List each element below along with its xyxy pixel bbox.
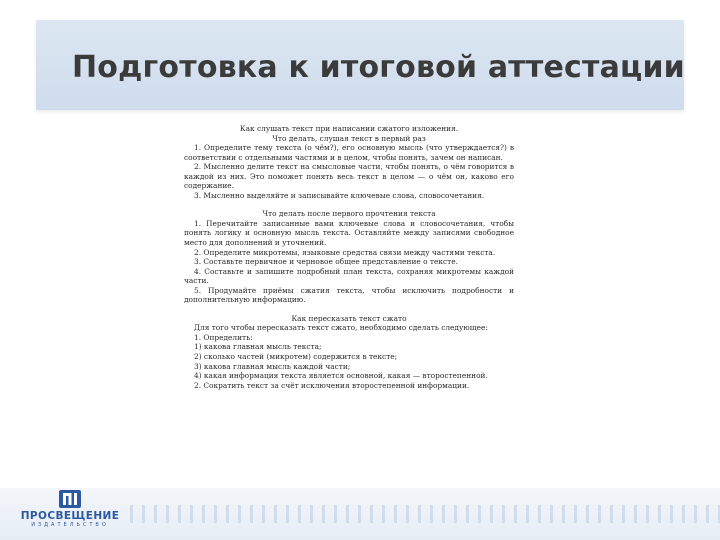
publisher-name: ПРОСВЕЩЕНИЕ — [20, 510, 120, 522]
document-paragraph: 5. Продумайте приёмы сжатия текста, чтобы исключить подробности и дополнительную информацию. — [184, 285, 514, 305]
document-heading: Как слушать текст при написании сжатого изложения. — [239, 124, 459, 133]
document-heading: Что делать, слушая текст в первый раз — [272, 133, 426, 143]
footer-stripes — [130, 505, 720, 523]
document-body — [172, 123, 518, 390]
document-paragraph: 4) какая информация текста является основной, какая — второстепенной. — [194, 371, 488, 381]
document-paragraph: 3. Мысленно выделяйте и записывайте ключевые слова, словосочетания. — [194, 190, 485, 200]
document-heading: Как пересказать текст сжато — [291, 313, 407, 323]
publisher-subtitle: ИЗДАТЕЛЬСТВО — [31, 522, 109, 528]
document-paragraph: 1. Определите тему текста (о чём?), его основную мысль (что утверждается?) в соответствии с отдельными частями и в целом, чтобы понять, зачем он написан. — [184, 143, 514, 162]
prosveshchenie-logo-icon — [59, 490, 81, 508]
document-paragraph: 1. Перечитайте записанные вами ключевые слова и словосочетания, чтобы понять логику и основную мысль текста. Оставляйте между записями свободное место для дополнений и уточнений. — [184, 218, 514, 248]
document-paragraph: 3) какова главная мысль каждой части; — [194, 361, 351, 371]
document-paragraph: 1. Определить: — [194, 332, 253, 342]
scanned-document — [172, 123, 518, 515]
document-paragraph: 2. Определите микротемы, языковые средства связи между частями текста. — [194, 247, 496, 257]
document-paragraph: 2) сколько частей (микротем) содержится в тексте; — [194, 352, 398, 362]
document-paragraph: 4. Составьте и запишите подробный план текста, сохраняя микротемы каждой части. — [184, 266, 514, 286]
document-paragraph: 3. Составьте первичное и черновое общее представление о тексте. — [194, 257, 458, 267]
paragraph-gap — [184, 305, 514, 314]
document-heading: Что делать после первого прочтения текста — [262, 209, 436, 219]
paragraph-gap — [184, 200, 514, 209]
document-paragraph: 1) какова главная мысль текста; — [194, 342, 322, 352]
slide-title: Подготовка к итоговой аттестации — [72, 50, 685, 85]
publisher-logo — [10, 490, 130, 536]
document-paragraph: 2. Мысленно делите текст на смысловые части, чтобы понять, о чём говорится в каждой из них. Это поможет понять весь текст в целом — о чём он, каково его содержание. — [184, 162, 514, 191]
document-paragraph: Для того чтобы пересказать текст сжато, необходимо сделать следующее: — [194, 323, 488, 333]
document-paragraph: 2. Сократить текст за счёт исключения второстепенной информации. — [194, 380, 470, 390]
